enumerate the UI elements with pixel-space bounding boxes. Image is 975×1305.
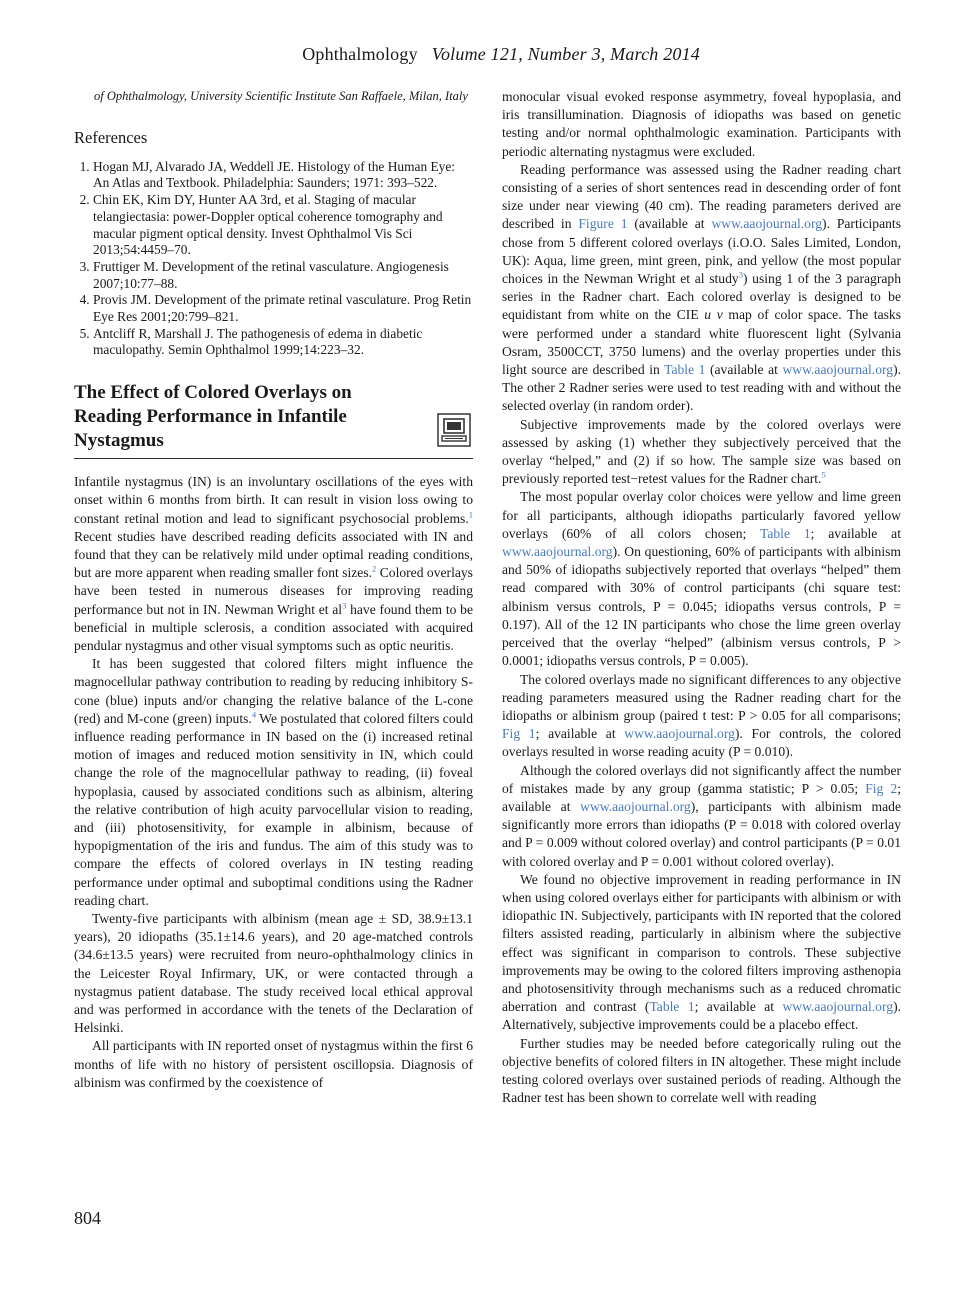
paragraph: The colored overlays made no significant differences to any objective reading parameters measured using the Radner reading chart for the idiopaths or albinism group (paired t test: P > 0.05 for all comparisons; Fig 1; available at www.aaojournal.org). For controls, the colored overlays resulted in worse reading acuity (P = 0.010). — [502, 671, 901, 760]
citation[interactable]: 4 — [251, 709, 257, 720]
page-number: 804 — [74, 1208, 101, 1228]
left-body-text — [74, 473, 473, 1092]
references-list — [74, 159, 473, 359]
journal-name: Ophthalmology — [302, 44, 418, 64]
paragraph: Further studies may be needed before categorically ruling out the objective benefits of colored filters in IN altogether. These might include testing colored overlays over sustained periods of reading. Although the Radner test has been shown to correlate well with reading — [502, 1035, 901, 1106]
paragraph: We found no objective improvement in reading performance in IN when using colored overlays either for participants with albinism or with idiopathic IN. Subjectively, participants with IN reported that the colored filters assisted reading, particularly in albinism where the subjective effect was significant in comparison to controls. These subjective improvements may be owing to the colored filters improving asthenopia and photosensitivity through mechanisms such as a reduced chromatic aberration and contrast (Table 1; available at www.aaojournal.org). Alternatively, subjective improvements could be a placebo effect. — [502, 871, 901, 1033]
table-link[interactable]: Table 1 — [760, 525, 811, 541]
left-column — [74, 88, 473, 1092]
paragraph: Twenty-five participants with albinism (mean age ± SD, 38.9±13.1 years), 20 idiopaths (35.1±14.6 years), and 20 age-matched controls (34.6±13.5 years) were recruited from neuro-ophthalmology clinics in the Leicester Royal Infirmary, UK, or were contacted through a nystagmus patient database. The study received local ethical approval and was performed in accordance with the tenets of the Declaration of Helsinki. — [74, 911, 473, 1036]
figure-link[interactable]: Figure 1 — [578, 216, 628, 232]
table-link[interactable]: Table 1 — [649, 999, 695, 1015]
references-heading: References — [74, 127, 148, 147]
running-header — [0, 44, 700, 65]
journal-url-link[interactable]: www.aaojournal.org — [711, 216, 823, 232]
citation[interactable]: 2 — [372, 563, 377, 574]
reference-item: 1. Hogan MJ, Alvarado JA, Weddell JE. Histology of the Human Eye: An Atlas and Textbook. Philadelphia: Saunders; 1971: 393–522. — [93, 159, 473, 192]
affiliation: of Ophthalmology, University Scientific Institute San Raffaele, Milan, Italy — [94, 89, 468, 103]
reference-item: 3. Fruttiger M. Development of the retinal vasculature. Angiogenesis 2007;10:77–88. — [93, 259, 473, 292]
reference-item: 4. Provis JM. Development of the primate retinal vasculature. Prog Retin Eye Res 2001;20:799–821. — [93, 292, 473, 325]
paragraph: monocular visual evoked response asymmetry, foveal hypoplasia, and iris transillumination. Diagnosis of idiopaths was based on genetic testing and/or normal ophthalmologic examination. Participants with periodic alternating nystagmus were excluded. — [502, 89, 901, 159]
paragraph: Reading performance was assessed using the Radner reading chart consisting of a series of short sentences read in descending order of font size under near viewing (40 cm). The reading parameters derived are described in Figure 1 (available at www.aaojournal.org). Participants chose from 5 different colored overlays (i.O.O. Sales Limited, London, UK): Aqua, lime green, mint green, pink, and yellow (the most popular choices in the Newman Wright et al study$^3$) using 1 of the 3 paragraph series in the Radner chart. Each colored overlay is designed to be equidistant from white on the CIE u v map of color space. The tasks were performed under a standard white fluorescent light (Sylvania Osram, 3500CCT, 3750 lumens) and the overlay properties under this light source are described in Table 1 (available at www.aaojournal.org). The other 2 Radner series were used to test reading with and without the selected overlay (in random order). — [502, 161, 902, 414]
paragraph: Although the colored overlays did not significantly affect the number of mistakes made by any group (gamma statistic; P > 0.05; Fig 2; available at www.aaojournal.org), participants with albinism made significantly more errors than idiopaths (P = 0.018 with colored overlay and P = 0.009 without colored overlay) and control participants (P = 0.01 with colored overlay and P = 0.001 without colored overlay). — [502, 762, 901, 869]
paragraph: Subjective improvements made by the colored overlays were assessed by asking (1) whether they subjectively perceived that the overlay “helped,” and (2) if so how. The sample size was based on previously reported test−retest values for the Radner chart.$^5$ — [502, 416, 901, 487]
citation[interactable]: 3 — [342, 600, 347, 611]
figure-link[interactable]: Fig 1 — [502, 726, 536, 742]
paragraph: It has been suggested that colored filters might influence the magnocellular pathway contribution to reading by reducing inhibitory S-cone (blue) inputs and/or changing the relative balance of the L-cone (red) and M-cone (green) inputs.$^4$ We postulated that colored filters could influence reading performance in IN based on the (i) increased retinal motion of images and reduced motion sensitivity in IN, which could change the role of the magnocellular pathway to reading, (ii) foveal hypoplasia, caused by associated conditions such as albinism, altering the relative contribution of high acuity parvocellular vision to reading, and (iii) photosensitivity, for example in albinism, because of hypopigmentation of the iris and fundus. The aim of this study was to compare the effects of colored overlays in IN testing reading performance under optimal and suboptimal conditions using the Radner reading chart. — [74, 656, 473, 908]
article-title-block — [74, 381, 473, 459]
journal-url-link[interactable]: www.aaojournal.org — [624, 726, 735, 742]
paragraph: The most popular overlay color choices were yellow and lime green for all participants, although idiopaths particularly favored yellow overlays (60% of all colors chosen; Table 1; available at www.aaojournal.org). On questioning, 60% of participants with albinism and 50% of idiopaths subjectively reported that overlays “helped” them read compared with 30% of control participants (chi square test: albinism versus controls, P = 0.045; idiopaths versus controls, P = 0.197). All of the 12 IN participants who chose the lime green overlay perceived that the overlay “helped” (albinism versus controls, P > 0.0001; idiopaths versus controls, P = 0.005). — [502, 489, 901, 669]
journal-url-link[interactable]: www.aaojournal.org — [782, 362, 894, 378]
computer-icon — [437, 413, 471, 447]
journal-url-link[interactable]: www.aaojournal.org — [782, 999, 894, 1015]
paragraph: Infantile nystagmus (IN) is an involuntary oscillations of the eyes with onset within 6 months from birth. It can result in vision loss owing to constant retinal motion and lead to significant psychosocial problems.$^1$ Recent studies have described reading deficits associated with IN and found that they can be relatively mild under optimal reading conditions, but are more apparent when reading smaller font sizes.$^2$ Colored overlays have been tested in numerous diseases for improving reading performance but not in IN. Newman Wright et $al^3$ have found them to be beneficial in multiple sclerosis, a condition associated with acquired pendular nystagmus and other visual symptoms such as optic neuritis. — [74, 474, 473, 653]
right-column — [502, 88, 901, 1107]
reference-item: 5. Antcliff R, Marshall J. The pathogenesis of edema in diabetic maculopathy. Semin Ophthalmol 1999;14:223–32. — [93, 326, 473, 359]
citation[interactable]: 3 — [738, 269, 743, 280]
table-link[interactable]: Table 1 — [664, 362, 706, 378]
citation[interactable]: 1 — [468, 509, 473, 520]
journal-url-link[interactable]: www.aaojournal.org — [580, 798, 691, 814]
paragraph: All participants with IN reported onset of nystagmus within the first 6 months of life with no history of persistent oscillopsia. Diagnosis of albinism was confirmed by the coexistence of — [74, 1038, 473, 1090]
reference-item: 2. Chin EK, Kim DY, Hunter AA 3rd, et al. Staging of macular telangiectasia: power-Doppler optical coherence tomography and macular pigment optical density. Invest Ophthalmol Vis Sci 2013;54:4459–70. — [93, 192, 473, 259]
citation[interactable]: 5 — [821, 469, 826, 480]
volume-info: Volume 121, Number 3, March 2014 — [431, 44, 700, 64]
journal-url-link[interactable]: www.aaojournal.org — [502, 544, 613, 560]
figure-link[interactable]: Fig 2 — [865, 780, 898, 796]
article-title: The Effect of Colored Overlays on Reading Performance in Infantile Nystagmus — [74, 382, 352, 452]
